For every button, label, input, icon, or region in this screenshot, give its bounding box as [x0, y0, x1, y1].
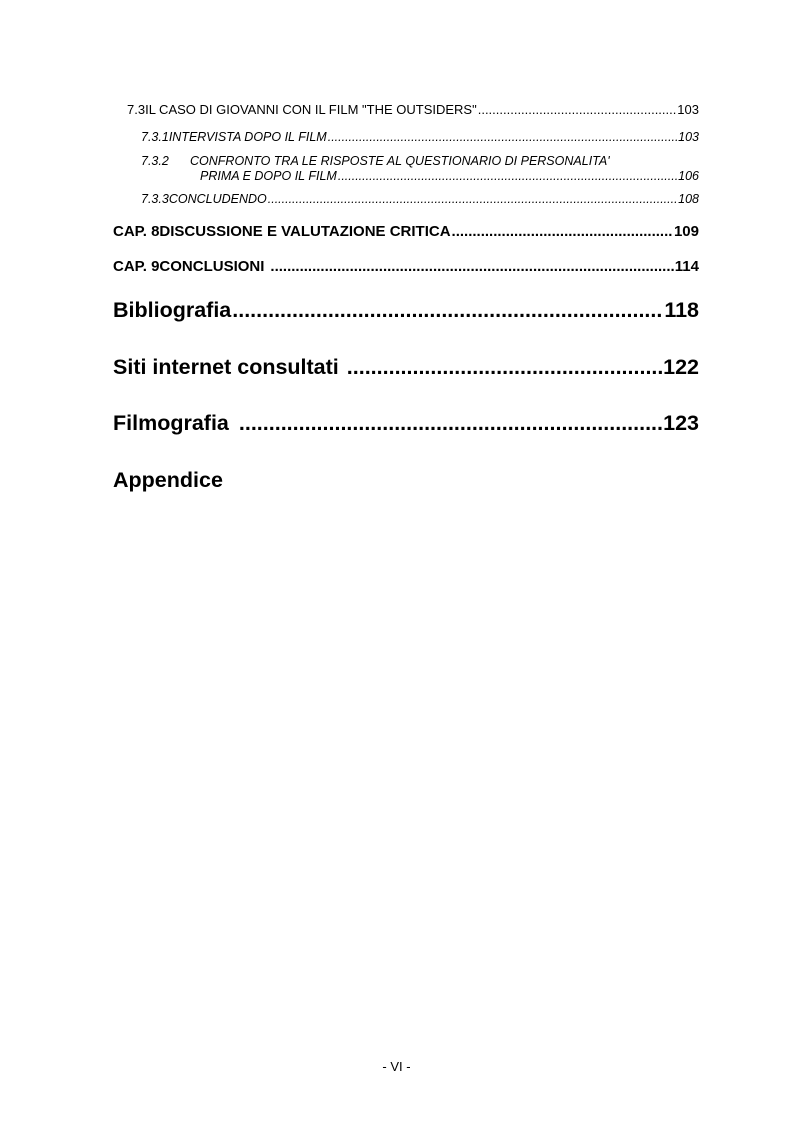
- toc-leader-dots: [338, 169, 677, 183]
- toc-chapter-number: CAP. 8: [113, 223, 160, 240]
- toc-leader-dots: [268, 192, 677, 206]
- toc-backmatter-title: Bibliografia: [113, 298, 232, 322]
- toc-entry-title-line2: PRIMA E DOPO IL FILM: [200, 169, 337, 183]
- toc-entry-title-line1: CONFRONTO TRA LE RISPOSTE AL QUESTIONARIO DI PERSONALITA': [190, 154, 610, 168]
- toc-entry-number: 7.3.1: [141, 130, 169, 144]
- toc-bibliografia[interactable]: [113, 298, 699, 323]
- toc-leader-dots: [478, 102, 677, 117]
- toc-entry-page: 106: [678, 169, 699, 183]
- toc-leader-dots: [347, 355, 662, 380]
- toc-chapter-page: 114: [674, 258, 699, 275]
- toc-chapter-page: 109: [673, 223, 699, 240]
- toc-backmatter-title: Siti internet consultati: [113, 355, 339, 379]
- toc-chapter-title: CONCLUSIONI: [159, 258, 265, 275]
- toc-filmografia[interactable]: [113, 411, 699, 436]
- toc-backmatter-page: 122: [663, 355, 699, 379]
- toc-chapter-8[interactable]: [113, 223, 699, 240]
- toc-backmatter-page: 123: [663, 411, 699, 435]
- toc-leader-dots: [270, 258, 673, 275]
- toc-backmatter-page: 118: [664, 298, 699, 322]
- toc-entry-page: 103: [677, 102, 699, 117]
- toc-entry-number: 7.3: [127, 102, 146, 117]
- toc-appendice[interactable]: [113, 468, 699, 493]
- toc-entry-page: 108: [678, 192, 699, 206]
- toc-backmatter-title: Filmografia: [113, 411, 229, 435]
- toc-entry-number: 7.3.3: [141, 192, 169, 206]
- toc-leader-dots: [328, 130, 677, 144]
- toc-leader-dots: [452, 223, 673, 240]
- toc-entry-7-3[interactable]: [127, 102, 699, 117]
- toc-entry-title: INTERVISTA DOPO IL FILM: [168, 130, 327, 144]
- toc-chapter-title: DISCUSSIONE E VALUTAZIONE CRITICA: [159, 223, 451, 240]
- toc-entry-7-3-1[interactable]: [141, 130, 699, 144]
- toc-leader-dots: [232, 298, 663, 323]
- toc-backmatter-title: Appendice: [113, 468, 223, 492]
- toc-entry-title: CONCLUDENDO: [168, 192, 267, 206]
- toc-entry-number: 7.3.2: [141, 154, 169, 168]
- toc-entry-title: IL CASO DI GIOVANNI CON IL FILM "THE OUTSIDERS": [145, 102, 477, 117]
- toc-entry-7-3-2[interactable]: [141, 154, 699, 183]
- toc-chapter-number: CAP. 9: [113, 258, 160, 275]
- toc-leader-dots: [239, 411, 662, 436]
- toc-chapter-9[interactable]: [113, 258, 699, 275]
- toc-entry-page: 103: [678, 130, 699, 144]
- toc-entry-7-3-3[interactable]: [141, 192, 699, 206]
- toc-siti-internet[interactable]: [113, 355, 699, 380]
- page-number-footer: - VI -: [382, 1059, 411, 1074]
